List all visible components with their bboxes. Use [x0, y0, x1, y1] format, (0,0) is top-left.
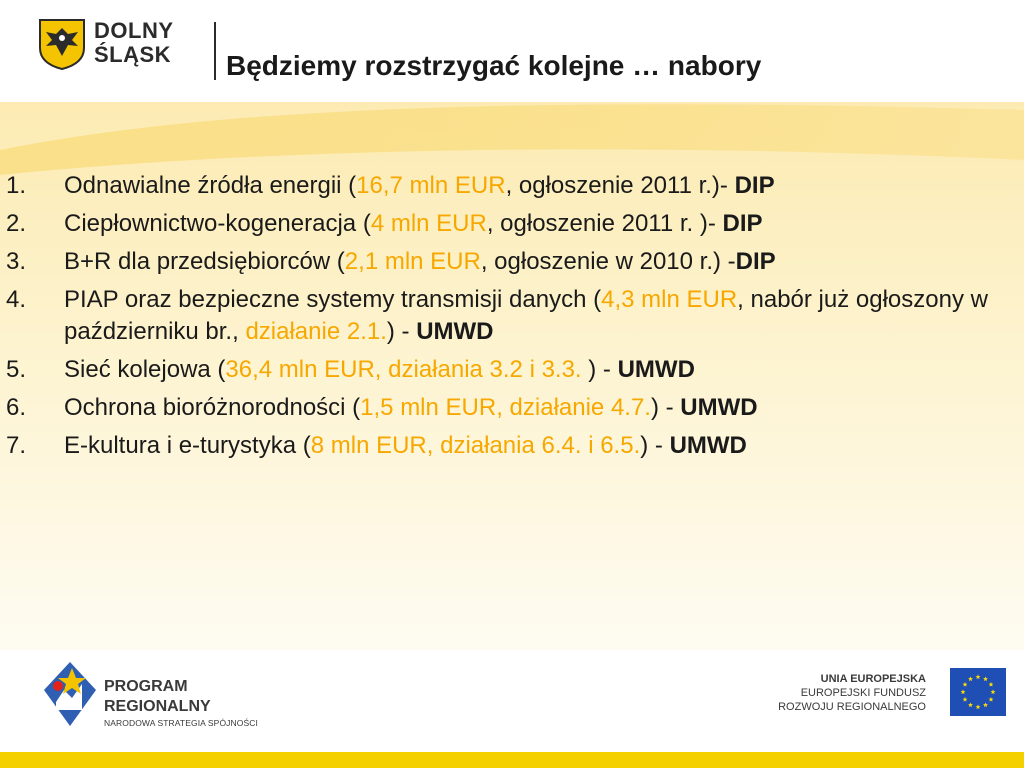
text-segment: Ochrona bioróżnorodności ( — [64, 394, 361, 421]
amount-highlight: 16,7 mln EUR — [356, 172, 506, 199]
amount-highlight: 36,4 mln EUR, działania 3.2 i 3.3. — [225, 356, 589, 383]
list-item-text — [64, 392, 1014, 424]
list-item-text — [64, 246, 1014, 278]
list-item — [0, 430, 1024, 462]
list-item — [0, 208, 1024, 240]
list-item-text — [64, 170, 1014, 202]
text-segment: ) - — [640, 432, 670, 459]
program-regionalny-logo — [42, 660, 282, 730]
program-text-line2: REGIONALNY — [104, 698, 211, 715]
text-segment: Sieć kolejowa ( — [64, 356, 226, 383]
institution-label: DIP — [734, 172, 775, 199]
institution-label: UMWD — [617, 356, 695, 383]
text-segment: ) - — [386, 318, 417, 345]
list-item — [0, 284, 1024, 348]
list-item — [0, 392, 1024, 424]
calls-list — [0, 170, 1024, 468]
list-item-number: 1. — [6, 172, 27, 199]
list-item — [0, 354, 1024, 386]
title-divider — [214, 22, 216, 80]
eu-text-line1: UNIA EUROPEJSKA — [820, 673, 926, 685]
text-segment: , ogłoszenie 2011 r.)- — [505, 172, 735, 199]
list-item-text — [64, 284, 1014, 348]
list-item-text — [64, 430, 1014, 462]
list-item-text — [64, 208, 1014, 240]
institution-label: DIP — [722, 210, 763, 237]
text-segment: , nabór już ogłoszony w październiku br., — [64, 286, 988, 345]
program-text-line1: PROGRAM — [104, 678, 188, 695]
list-item-number: 3. — [6, 248, 27, 275]
logo-text-line2: ŚLĄSK — [94, 42, 172, 67]
text-segment: B+R dla przedsiębiorców ( — [64, 248, 345, 275]
list-item — [0, 170, 1024, 202]
institution-label: DIP — [735, 248, 776, 275]
text-segment: , ogłoszenie 2011 r. )- — [486, 210, 723, 237]
amount-highlight: 2,1 mln EUR — [344, 248, 481, 275]
program-regionalny-mark-icon — [42, 660, 98, 730]
list-item-number: 6. — [6, 394, 27, 421]
dolny-slask-logo — [38, 18, 228, 74]
eu-flag-icon — [950, 668, 1006, 716]
eagle-crest-icon — [38, 18, 86, 70]
amount-highlight: 4 mln EUR — [370, 210, 487, 237]
bottom-yellow-strip — [0, 752, 1024, 768]
amount-highlight: 8 mln EUR, działania 6.4. i 6.5. — [310, 432, 641, 459]
amount-highlight: 1,5 mln EUR, działanie 4.7. — [360, 394, 651, 421]
text-segment: , ogłoszenie w 2010 r.) - — [480, 248, 736, 275]
institution-label: UMWD — [680, 394, 758, 421]
eu-text-line3: ROZWOJU REGIONALNEGO — [778, 701, 926, 713]
institution-label: UMWD — [669, 432, 747, 459]
logo-text-line1: DOLNY — [94, 18, 174, 43]
list-item-number: 2. — [6, 210, 27, 237]
text-segment: Ciepłownictwo-kogeneracja ( — [64, 210, 371, 237]
text-segment: ) - — [588, 356, 618, 383]
eu-text-line2: EUROPEJSKI FUNDUSZ — [800, 687, 926, 699]
text-segment: PIAP oraz bezpieczne systemy transmisji danych ( — [64, 286, 602, 313]
list-item-number: 7. — [6, 432, 27, 459]
institution-label: UMWD — [416, 318, 494, 345]
list-item-text — [64, 354, 1014, 386]
list-item — [0, 246, 1024, 278]
amount-highlight: działanie 2.1. — [245, 318, 387, 345]
slide-title: Będziemy rozstrzygać kolejne … nabory — [226, 50, 762, 81]
program-text-line3: NARODOWA STRATEGIA SPÓJNOŚCI — [104, 718, 258, 728]
text-segment: ) - — [650, 394, 681, 421]
amount-highlight: 4,3 mln EUR — [601, 286, 738, 313]
text-segment: Odnawialne źródła energii ( — [64, 172, 357, 199]
text-segment: E-kultura i e-turystyka ( — [64, 432, 311, 459]
list-item-number: 4. — [6, 286, 27, 313]
eu-fund-text — [778, 672, 926, 714]
list-item-number: 5. — [6, 356, 27, 383]
